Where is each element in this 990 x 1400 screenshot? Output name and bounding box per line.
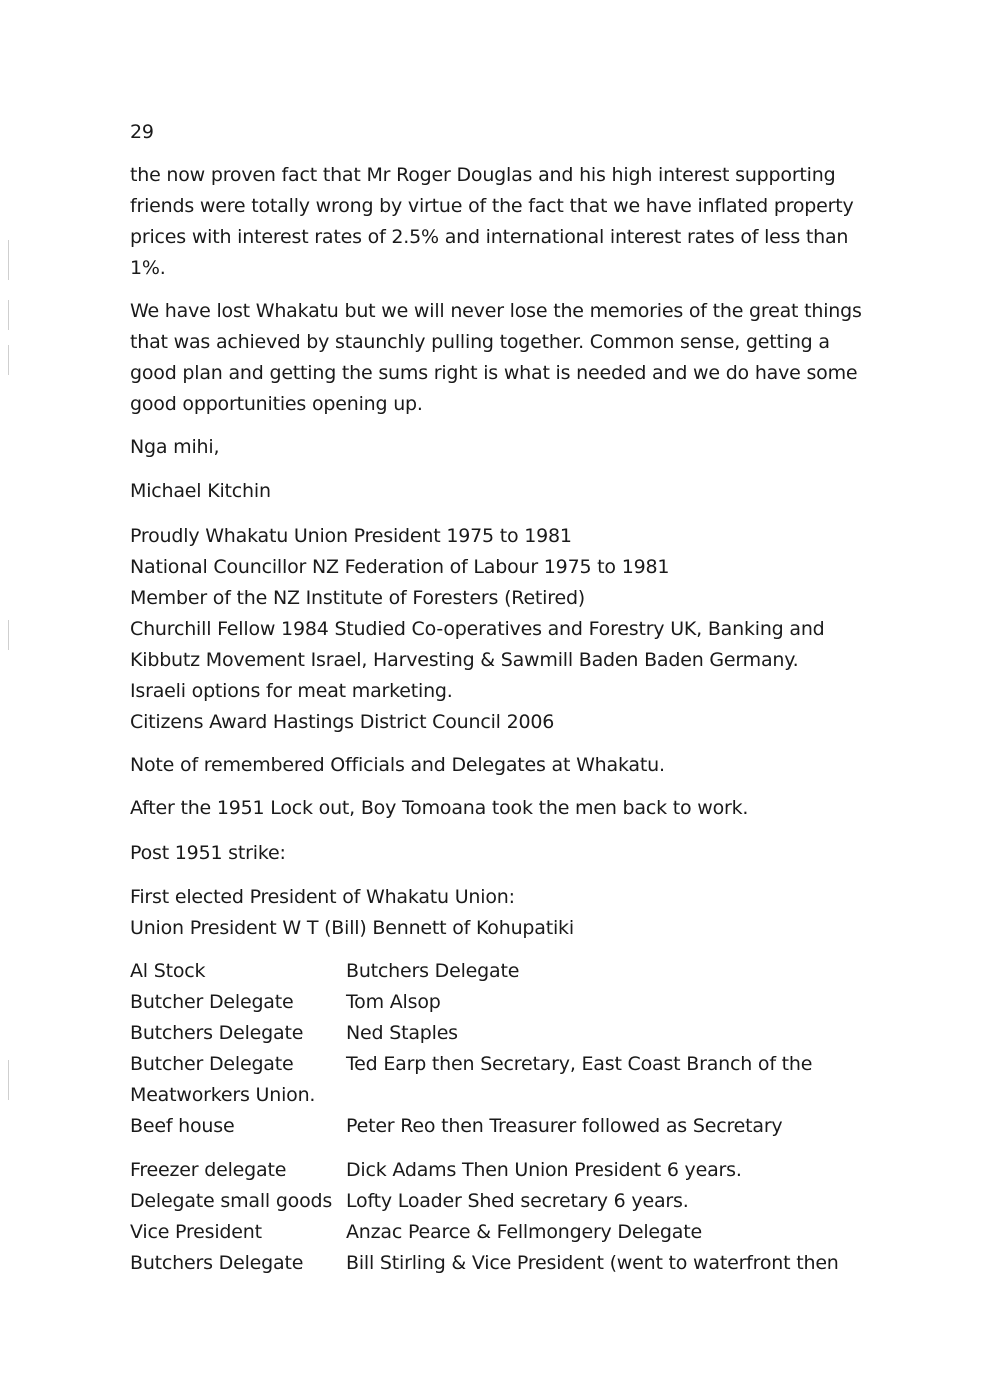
delegate-role: Beef house <box>130 1115 235 1137</box>
paragraph-line: the now proven fact that Mr Roger Douglas and his high interest supporting <box>130 164 836 186</box>
delegate-role: Vice President <box>130 1221 262 1243</box>
scan-mark <box>8 240 9 280</box>
delegate-role: Meatworkers Union. <box>130 1084 316 1106</box>
delegate-person: Dick Adams Then Union President 6 years. <box>346 1159 742 1181</box>
delegate-person: Anzac Pearce & Fellmongery Delegate <box>346 1221 702 1243</box>
delegate-person: Ned Staples <box>346 1022 458 1044</box>
paragraph-line: 1%. <box>130 257 166 279</box>
scan-mark <box>8 1060 9 1100</box>
signature-name: Michael Kitchin <box>130 480 271 502</box>
paragraph-2 <box>130 296 890 420</box>
closing-salutation: Nga mihi, <box>130 436 220 458</box>
delegate-person: Bill Stirling & Vice President (went to waterfront then <box>346 1252 839 1274</box>
delegate-row <box>130 1080 890 1111</box>
delegate-row <box>130 1049 890 1080</box>
first-president-line: Union President W T (Bill) Bennett of Kohupatiki <box>130 917 574 939</box>
credential-line: Churchill Fellow 1984 Studied Co-operatives and Forestry UK, Banking and <box>130 618 825 640</box>
delegate-person: Lofty Loader Shed secretary 6 years. <box>346 1190 689 1212</box>
officials-note: Note of remembered Officials and Delegates at Whakatu. <box>130 754 665 776</box>
delegate-row <box>130 1217 890 1248</box>
paragraph-line: good plan and getting the sums right is what is needed and we do have some <box>130 362 858 384</box>
delegate-row <box>130 1111 890 1142</box>
scan-mark <box>8 300 9 330</box>
delegate-role: Butchers Delegate <box>130 1022 304 1044</box>
paragraph-line: that was achieved by staunchly pulling together. Common sense, getting a <box>130 331 830 353</box>
delegate-person: Ted Earp then Secretary, East Coast Branch of the <box>346 1053 813 1075</box>
delegate-role: Al Stock <box>130 960 206 982</box>
credentials-list <box>130 521 890 738</box>
delegate-person: Butchers Delegate <box>346 960 520 982</box>
scan-mark <box>8 620 9 650</box>
delegate-row <box>130 1248 890 1279</box>
credential-line: Kibbutz Movement Israel, Harvesting & Sawmill Baden Baden Germany. <box>130 649 799 671</box>
scan-mark <box>8 345 9 375</box>
credential-line: Proudly Whakatu Union President 1975 to 1981 <box>130 525 572 547</box>
delegate-role: Butcher Delegate <box>130 1053 294 1075</box>
delegate-person: Tom Alsop <box>346 991 441 1013</box>
post-strike-heading: Post 1951 strike: <box>130 842 286 864</box>
delegate-row <box>130 956 890 987</box>
paragraph-line: prices with interest rates of 2.5% and international interest rates of less than <box>130 226 849 248</box>
credential-line: National Councillor NZ Federation of Labour 1975 to 1981 <box>130 556 670 578</box>
first-president-line: First elected President of Whakatu Union: <box>130 886 515 908</box>
delegate-role: Butchers Delegate <box>130 1252 304 1274</box>
credential-line: Citizens Award Hastings District Council 2006 <box>130 711 555 733</box>
delegates-list <box>130 956 890 1279</box>
first-president <box>130 882 890 944</box>
credential-line: Member of the NZ Institute of Foresters (Retired) <box>130 587 586 609</box>
paragraph-line: friends were totally wrong by virtue of the fact that we have inflated property <box>130 195 854 217</box>
delegate-role: Butcher Delegate <box>130 991 294 1013</box>
paragraph-1 <box>130 160 890 284</box>
delegate-row <box>130 1018 890 1049</box>
delegate-person: Peter Reo then Treasurer followed as Secretary <box>346 1115 783 1137</box>
page-number: 29 <box>130 121 154 143</box>
paragraph-line: We have lost Whakatu but we will never lose the memories of the great things <box>130 300 862 322</box>
delegate-row <box>130 987 890 1018</box>
delegate-role: Freezer delegate <box>130 1159 287 1181</box>
delegate-row <box>130 1155 890 1186</box>
delegate-role: Delegate small goods <box>130 1190 333 1212</box>
credential-line: Israeli options for meat marketing. <box>130 680 453 702</box>
lockout-paragraph: After the 1951 Lock out, Boy Tomoana took the men back to work. <box>130 797 749 819</box>
delegate-row <box>130 1186 890 1217</box>
paragraph-line: good opportunities opening up. <box>130 393 423 415</box>
